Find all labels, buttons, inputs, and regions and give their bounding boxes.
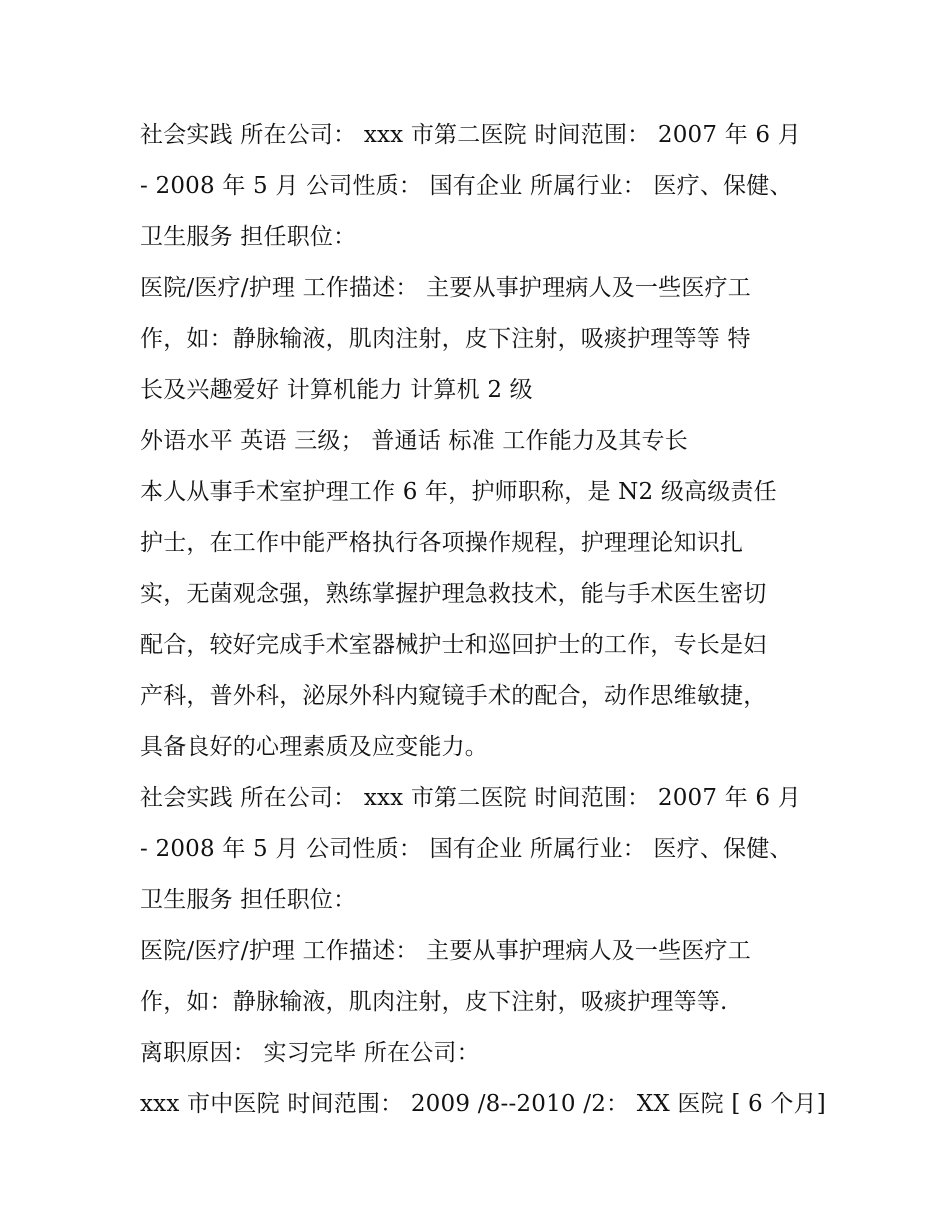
- text-line: 社会实践 所在公司： xxx 市第二医院 时间范围： 2007 年 6 月: [140, 122, 801, 148]
- text-line: 具备良好的心理素质及应变能力。: [140, 734, 488, 760]
- document-body: [140, 110, 830, 1130]
- text-line: 离职原因： 实习完毕 所在公司：: [140, 1040, 480, 1066]
- text-line: 护士，在工作中能严格执行各项操作规程，护理理论知识扎: [140, 530, 744, 556]
- text-line: 作，如：静脉输液，肌肉注射，皮下注射，吸痰护理等等 特: [140, 326, 751, 352]
- text-line: 卫生服务 担任职位：: [140, 887, 357, 913]
- text-line: 本人从事手术室护理工作 6 年，护师职称，是 N2 级高级责任: [140, 479, 777, 505]
- text-line: xxx 市中医院 时间范围： 2009 /8--2010 /2： XX 医院 [ 6 个月]: [140, 1091, 826, 1117]
- text-line: 医院/医疗/护理 工作描述： 主要从事护理病人及一些医疗工: [140, 275, 751, 301]
- text-line: 长及兴趣爱好 计算机能力 计算机 2 级: [140, 377, 533, 403]
- text-line: 社会实践 所在公司： xxx 市第二医院 时间范围： 2007 年 6 月: [140, 785, 801, 811]
- text-line: 配合，较好完成手术室器械护士和巡回护士的工作，专长是妇: [140, 632, 767, 658]
- text-line: 卫生服务 担任职位：: [140, 224, 357, 250]
- text-line: 外语水平 英语 三级； 普通话 标准 工作能力及其专长: [140, 428, 688, 454]
- text-line: - 2008 年 5 月 公司性质： 国有企业 所属行业： 医疗、保健、: [140, 173, 793, 199]
- text-line: 实，无菌观念强，熟练掌握护理急救技术，能与手术医生密切: [140, 581, 767, 607]
- text-line: 产科，普外科，泌尿外科内窥镜手术的配合，动作思维敏捷，: [140, 683, 767, 709]
- text-line: 医院/医疗/护理 工作描述： 主要从事护理病人及一些医疗工: [140, 938, 751, 964]
- text-line: - 2008 年 5 月 公司性质： 国有企业 所属行业： 医疗、保健、: [140, 836, 793, 862]
- text-line: 作，如：静脉输液，肌肉注射，皮下注射，吸痰护理等等.: [140, 989, 728, 1015]
